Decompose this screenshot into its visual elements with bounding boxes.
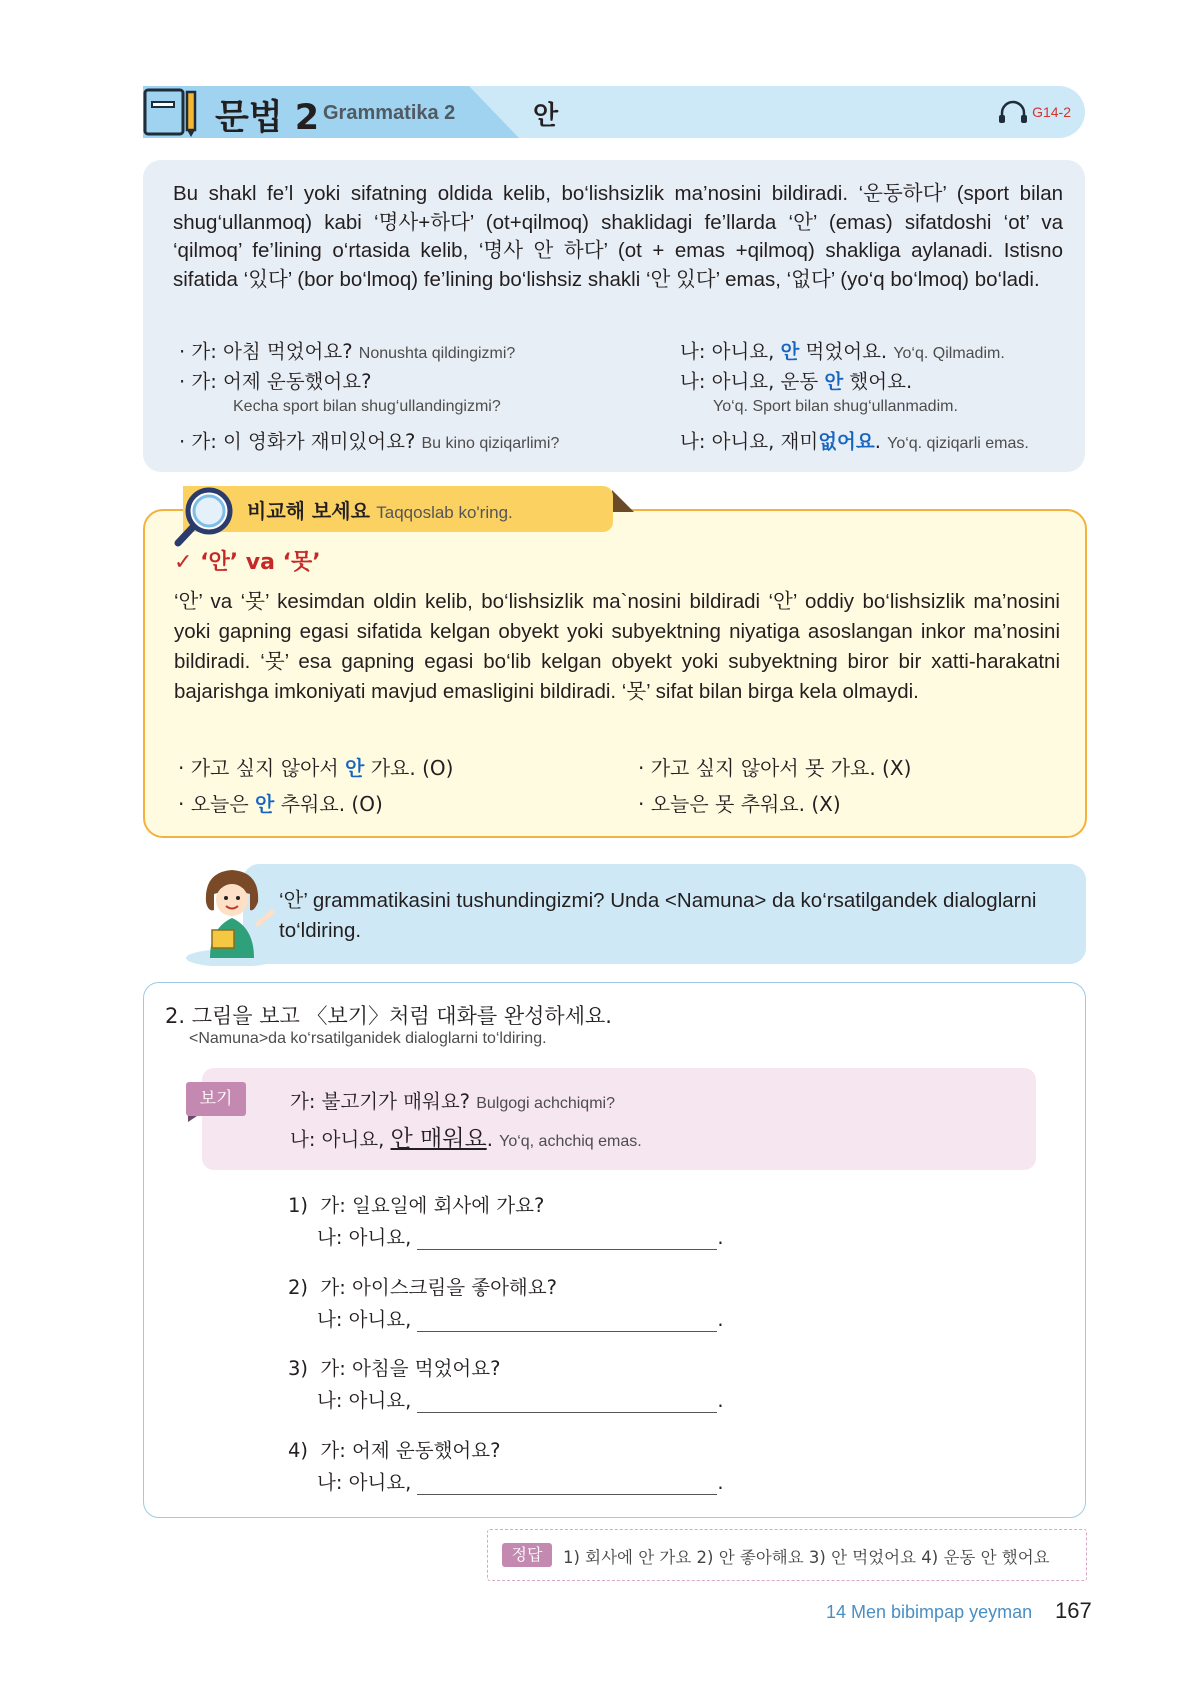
grammar-title: 문법 2 (215, 98, 320, 138)
grammar-subtitle: Grammatika 2 (323, 102, 456, 124)
compare-tab (183, 486, 613, 532)
compare-description: ‘안’ va ‘못’ kesimdan oldin kelib, bo‘lishsizlik ma`nosini bildiradi ‘안’ oddiy bo‘lishsizlik ma’nosini yoki gapning egasi sifatida kelgan obyekt yoki subyektning niyatiga asoslangan inkor ma’nosini bildiradi. ‘못’ esa gapning egasi bo‘lib kelgan obyekt yoki subyektning biror bir xatti-harakatni bajarishga imkoniyati mavjud emasligini bildiradi. ‘못’ sifat bilan birga kela olmaydi. (174, 590, 1060, 703)
answer-blank-3[interactable] (417, 1392, 717, 1413)
grammar-header (143, 86, 1085, 138)
audio-code: G14-2 (1032, 104, 1071, 120)
example-question-1: · 가: 아침 먹었어요? Nonushta qildingizmi? (179, 340, 516, 363)
exercise-box (143, 982, 1086, 1518)
answer-key (487, 1529, 1087, 1581)
example-box (202, 1068, 1036, 1170)
footer-chapter: 14 Men bibimpap yeyman (826, 1602, 1033, 1622)
example-answer-2: 나: 아니요, 운동 안 했어요. (680, 370, 913, 393)
compare-example-left-2: · 오늘은 안 추워요. (O) (178, 792, 383, 816)
compare-tab-label-ko: 비교해 보세요 (247, 499, 370, 523)
audio-track[interactable] (997, 100, 1071, 124)
exercise-item-2-question: 2) 가: 아이스크림을 좋아해요? (288, 1276, 557, 1299)
answer-blank-2[interactable] (417, 1311, 717, 1332)
answer-text: 1) 회사에 안 가요 2) 안 좋아해요 3) 안 먹었어요 4) 운동 안 했어요 (563, 1548, 1050, 1567)
answer-blank-1[interactable] (417, 1229, 717, 1250)
compare-example-right-1: · 가고 싶지 않아서 못 가요. (X) (638, 756, 912, 780)
book-pencil-icon (143, 86, 199, 138)
magnifier-icon (173, 485, 235, 547)
tip-bubble (243, 864, 1086, 964)
check-icon: ✓ (174, 550, 193, 575)
example-question: 가: 불고기가 매워요? Bulgogi achchiqmi? (290, 1090, 615, 1113)
teacher-illustration (180, 862, 280, 966)
grammar-topic: 안 (533, 101, 559, 131)
compare-example-right-2: · 오늘은 못 추워요. (X) (638, 792, 841, 816)
exercise-item-4-question: 4) 가: 어제 운동했어요? (288, 1439, 501, 1462)
headphones-icon (997, 100, 1029, 124)
compare-example-left-1: · 가고 싶지 않아서 안 가요. (O) (178, 756, 454, 780)
exercise-item-1-answer: 나: 아니요, . (317, 1226, 724, 1249)
exercise-item-2-answer: 나: 아니요, . (317, 1308, 724, 1331)
exercise-item-3-question: 3) 가: 아침을 먹었어요? (288, 1357, 501, 1380)
exercise-item-4-answer: 나: 아니요, . (317, 1471, 724, 1494)
compare-tab-label-uz: Taqqoslab ko'ring. (376, 503, 513, 522)
grammar-explanation-box (143, 160, 1085, 472)
answer-blank-4[interactable] (417, 1474, 717, 1495)
example-answer: 나: 아니요, 안 매워요. Yo‘q, achchiq emas. (290, 1126, 642, 1152)
example-answer-highlight: 안 매워요 (390, 1126, 487, 1152)
example-answer-2-translation: Yo‘q. Sport bilan shug‘ullanmadim. (713, 398, 958, 415)
page-number: 167 (1055, 1598, 1092, 1623)
tip-text: ‘안’ grammatikasini tushundingizmi? Unda <Namuna> da ko‘rsatilgandek dialoglarni to‘ldiring. (279, 889, 1037, 942)
example-answer-1: 나: 아니요, 안 먹었어요. Yo‘q. Qilmadim. (680, 340, 1005, 363)
example-question-2-translation: Kecha sport bilan shug‘ullandingizmi? (233, 398, 501, 415)
example-question-3: · 가: 이 영화가 재미있어요? Bu kino qiziqarlimi? (179, 430, 560, 453)
example-tag: 보기 (186, 1082, 246, 1116)
grammar-description: Bu shakl fe’l yoki sifatning oldida kelib, bo‘lishsizlik ma’nosini bildiradi. ‘운동하다’ (sport bilan shug‘ullanmoq) kabi ‘명사+하다’ (ot+qilmoq) shaklidagi fe’llarda ‘안’ (emas) sifatdoshi ‘ot’ va ‘qilmoq’ fe’lining o‘rtasida kelib, ‘명사 안 하다’ (ot + emas +qilmoq) shakliga aylanadi. Istisno sifatida ‘있다’ (bor bo‘lmoq) fe’lining bo‘lishsiz shakli ‘안 있다’ emas, ‘없다’ (yo‘q bo‘lmoq) bo‘ladi. (173, 182, 1063, 291)
compare-heading: ✓ ‘안’ va ‘못’ (174, 550, 321, 575)
exercise-subtitle: <Namuna>da ko‘rsatilganidek dialoglarni to‘ldiring. (189, 1030, 547, 1047)
answer-tag: 정답 (502, 1543, 552, 1567)
exercise-item-3-answer: 나: 아니요, . (317, 1389, 724, 1412)
exercise-title: 2. 그림을 보고 〈보기〉처럼 대화를 완성하세요. (165, 1004, 612, 1028)
exercise-item-1-question: 1) 가: 일요일에 회사에 가요? (288, 1194, 545, 1217)
example-answer-3: 나: 아니요, 재미없어요. Yo‘q. qiziqarli emas. (680, 430, 1029, 453)
example-question-2: · 가: 어제 운동했어요? (179, 370, 372, 393)
